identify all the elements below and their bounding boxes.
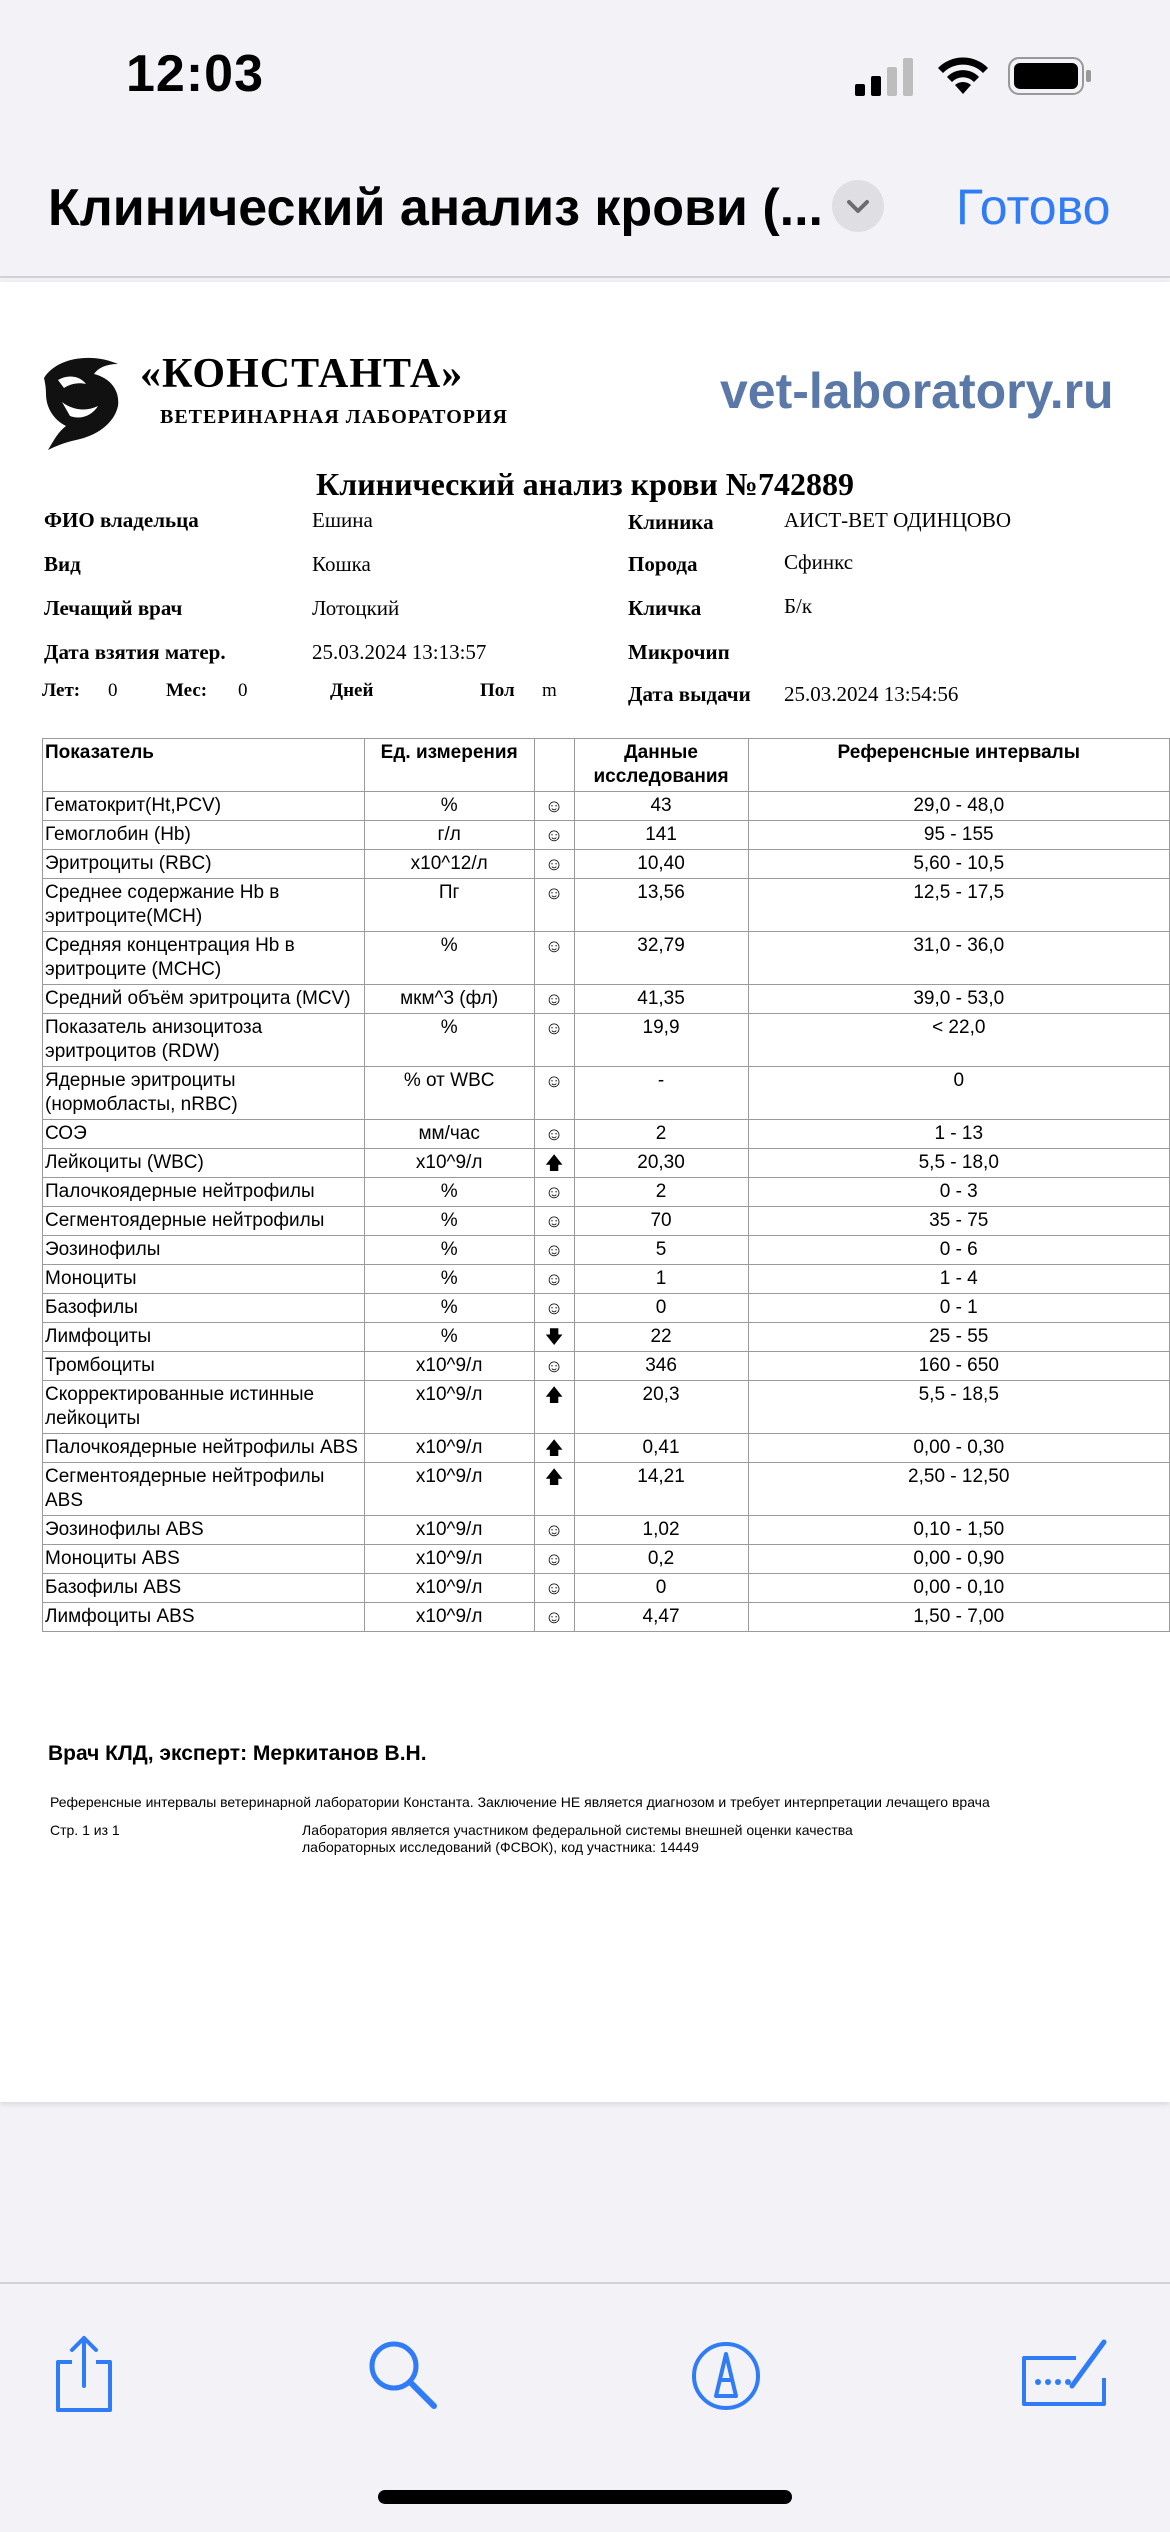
unit-cell: % bbox=[364, 1178, 534, 1207]
reference-cell: 0 - 3 bbox=[748, 1178, 1170, 1207]
smiley-normal-icon: ☺ bbox=[534, 985, 574, 1014]
signature-icon[interactable] bbox=[1016, 2334, 1112, 2414]
parameter-name: Моноциты bbox=[43, 1265, 365, 1294]
value-cell: 0,41 bbox=[574, 1434, 748, 1463]
nav-bar bbox=[0, 150, 1170, 278]
value-cell: 13,56 bbox=[574, 879, 748, 932]
unit-cell: % bbox=[364, 1236, 534, 1265]
species-value: Кошка bbox=[312, 552, 371, 576]
table-row bbox=[43, 1236, 1170, 1265]
parameter-name: Палочкоядерные нейтрофилы bbox=[43, 1178, 365, 1207]
parameter-name: Базофилы bbox=[43, 1294, 365, 1323]
unit-cell: x10^9/л bbox=[364, 1603, 534, 1632]
value-cell: 20,30 bbox=[574, 1149, 748, 1178]
unit-cell: % bbox=[364, 792, 534, 821]
parameter-name: Моноциты ABS bbox=[43, 1545, 365, 1574]
document-title: Клинический анализ крови (... bbox=[48, 179, 823, 237]
unit-cell: x10^9/л bbox=[364, 1574, 534, 1603]
parameter-name: Гематокрит(Ht,PCV) bbox=[43, 792, 365, 821]
smiley-normal-icon: ☺ bbox=[534, 1236, 574, 1265]
table-row bbox=[43, 1352, 1170, 1381]
value-cell: 41,35 bbox=[574, 985, 748, 1014]
unit-cell: x10^12/л bbox=[364, 850, 534, 879]
smiley-normal-icon: ☺ bbox=[534, 1120, 574, 1149]
unit-cell: x10^9/л bbox=[364, 1352, 534, 1381]
parameter-name: Эритроциты (RBC) bbox=[43, 850, 365, 879]
parameter-name: Показатель анизоцитоза эритроцитов (RDW) bbox=[43, 1014, 365, 1067]
arrow-down-icon: 🡇 bbox=[534, 1323, 574, 1352]
parameter-name: Средний объём эритроцита (MCV) bbox=[43, 985, 365, 1014]
unit-cell: x10^9/л bbox=[364, 1545, 534, 1574]
sex-value: m bbox=[542, 680, 557, 701]
parameter-name: Лимфоциты ABS bbox=[43, 1603, 365, 1632]
value-cell: 20,3 bbox=[574, 1381, 748, 1434]
reference-cell: 0 - 1 bbox=[748, 1294, 1170, 1323]
value-cell: 141 bbox=[574, 821, 748, 850]
smiley-normal-icon: ☺ bbox=[534, 1207, 574, 1236]
table-row bbox=[43, 1323, 1170, 1352]
table-row bbox=[43, 792, 1170, 821]
table-row bbox=[43, 1067, 1170, 1120]
table-row bbox=[43, 1265, 1170, 1294]
days-label: Дней bbox=[330, 680, 374, 701]
reference-cell: 0,00 - 0,30 bbox=[748, 1434, 1170, 1463]
reference-cell: 0,00 - 0,10 bbox=[748, 1574, 1170, 1603]
reference-cell: 5,60 - 10,5 bbox=[748, 850, 1170, 879]
smiley-normal-icon: ☺ bbox=[534, 850, 574, 879]
share-icon[interactable] bbox=[44, 2334, 124, 2414]
smiley-normal-icon: ☺ bbox=[534, 1067, 574, 1120]
title-menu-button[interactable] bbox=[832, 180, 884, 232]
smiley-normal-icon: ☺ bbox=[534, 1014, 574, 1067]
reference-cell: 5,5 - 18,5 bbox=[748, 1381, 1170, 1434]
nickname-label: Кличка bbox=[628, 596, 702, 620]
table-row bbox=[43, 985, 1170, 1014]
arrow-up-icon: 🡅 bbox=[534, 1434, 574, 1463]
page-number: Стр. 1 из 1 bbox=[50, 1822, 120, 1838]
header-reference: Референсные интервалы bbox=[748, 739, 1170, 792]
table-row bbox=[43, 1603, 1170, 1632]
unit-cell: x10^9/л bbox=[364, 1516, 534, 1545]
reference-cell: 39,0 - 53,0 bbox=[748, 985, 1170, 1014]
reference-cell: 1 - 13 bbox=[748, 1120, 1170, 1149]
value-cell: 14,21 bbox=[574, 1463, 748, 1516]
battery-icon bbox=[1008, 56, 1092, 96]
smiley-normal-icon: ☺ bbox=[534, 1294, 574, 1323]
arrow-up-icon: 🡅 bbox=[534, 1149, 574, 1178]
reference-cell: 5,5 - 18,0 bbox=[748, 1149, 1170, 1178]
reference-cell: 1,50 - 7,00 bbox=[748, 1603, 1170, 1632]
smiley-normal-icon: ☺ bbox=[534, 792, 574, 821]
unit-cell: % bbox=[364, 1265, 534, 1294]
doctor-label: Лечащий врач bbox=[44, 596, 183, 620]
months-value: 0 bbox=[238, 680, 248, 701]
table-row bbox=[43, 1178, 1170, 1207]
doctor-value: Лотоцкий bbox=[312, 596, 400, 620]
parameter-name: Сегментоядерные нейтрофилы bbox=[43, 1207, 365, 1236]
unit-cell: x10^9/л bbox=[364, 1381, 534, 1434]
chip-label: Микрочип bbox=[628, 640, 730, 664]
arrow-up-icon: 🡅 bbox=[534, 1463, 574, 1516]
value-cell: 22 bbox=[574, 1323, 748, 1352]
reference-cell: 1 - 4 bbox=[748, 1265, 1170, 1294]
parameter-name: Гемоглобин (Hb) bbox=[43, 821, 365, 850]
parameter-name: Ядерные эритроциты (нормобласты, nRBC) bbox=[43, 1067, 365, 1120]
sex-label: Пол bbox=[480, 680, 515, 701]
value-cell: 346 bbox=[574, 1352, 748, 1381]
brand-name: «КОНСТАНТА» bbox=[140, 351, 464, 397]
value-cell: 5 bbox=[574, 1236, 748, 1265]
smiley-normal-icon: ☺ bbox=[534, 1545, 574, 1574]
value-cell: 0 bbox=[574, 1574, 748, 1603]
table-row bbox=[43, 1463, 1170, 1516]
nickname-value: Б/к bbox=[784, 594, 813, 618]
reference-cell: 95 - 155 bbox=[748, 821, 1170, 850]
unit-cell: % bbox=[364, 1323, 534, 1352]
fsvok-text: Лаборатория является участником федеральной системы внешней оценки качества лабораторных исследований (ФСВОК), код участника: 14449 bbox=[302, 1822, 853, 1855]
unit-cell: % bbox=[364, 1294, 534, 1323]
unit-cell: % bbox=[364, 1207, 534, 1236]
breed-label: Порода bbox=[628, 552, 698, 576]
smiley-normal-icon: ☺ bbox=[534, 879, 574, 932]
reference-cell: 0,10 - 1,50 bbox=[748, 1516, 1170, 1545]
reference-cell: 31,0 - 36,0 bbox=[748, 932, 1170, 985]
unit-cell: % от WBC bbox=[364, 1067, 534, 1120]
reference-cell: 25 - 55 bbox=[748, 1323, 1170, 1352]
value-cell: 70 bbox=[574, 1207, 748, 1236]
value-cell: 2 bbox=[574, 1178, 748, 1207]
lab-doctor: Врач КЛД, эксперт: Меркитанов В.Н. bbox=[48, 1742, 427, 1765]
breed-value: Сфинкс bbox=[784, 550, 854, 574]
value-cell: 1,02 bbox=[574, 1516, 748, 1545]
header-flag bbox=[534, 739, 574, 792]
parameter-name: Лейкоциты (WBC) bbox=[43, 1149, 365, 1178]
cellular-signal-icon bbox=[855, 58, 915, 96]
value-cell: 10,40 bbox=[574, 850, 748, 879]
value-cell: 2 bbox=[574, 1120, 748, 1149]
arrow-up-icon: 🡅 bbox=[534, 1381, 574, 1434]
sample-date-label: Дата взятия матер. bbox=[44, 640, 226, 664]
parameter-name: Палочкоядерные нейтрофилы ABS bbox=[43, 1434, 365, 1463]
reference-cell: 35 - 75 bbox=[748, 1207, 1170, 1236]
header-value: Данные исследования bbox=[574, 739, 748, 792]
table-row bbox=[43, 1381, 1170, 1434]
parameter-name: Среднее содержание Hb в эритроците(MCH) bbox=[43, 879, 365, 932]
disclaimer-text: Референсные интервалы ветеринарной лаборатории Константа. Заключение НЕ является диагнозом и требует интерпретации лечащего врача bbox=[50, 1794, 990, 1810]
smiley-normal-icon: ☺ bbox=[534, 821, 574, 850]
smiley-normal-icon: ☺ bbox=[534, 1603, 574, 1632]
reference-cell: 0 - 6 bbox=[748, 1236, 1170, 1265]
smiley-normal-icon: ☺ bbox=[534, 1265, 574, 1294]
table-row bbox=[43, 1014, 1170, 1067]
table-row bbox=[43, 850, 1170, 879]
reference-cell: 0,00 - 0,90 bbox=[748, 1545, 1170, 1574]
markup-icon[interactable] bbox=[686, 2334, 766, 2414]
table-row bbox=[43, 879, 1170, 932]
header-unit: Ед. измерения bbox=[364, 739, 534, 792]
parameter-name: Скорректированные истинные лейкоциты bbox=[43, 1381, 365, 1434]
unit-cell: x10^9/л bbox=[364, 1463, 534, 1516]
smiley-normal-icon: ☺ bbox=[534, 1352, 574, 1381]
table-row bbox=[43, 1207, 1170, 1236]
unit-cell: % bbox=[364, 1014, 534, 1067]
owner-label: ФИО владельца bbox=[44, 508, 199, 532]
unit-cell: мкм^3 (фл) bbox=[364, 985, 534, 1014]
done-button[interactable]: Готово bbox=[956, 179, 1111, 235]
unit-cell: % bbox=[364, 932, 534, 985]
header-parameter: Показатель bbox=[43, 739, 365, 792]
value-cell: 1 bbox=[574, 1265, 748, 1294]
smiley-normal-icon: ☺ bbox=[534, 1574, 574, 1603]
parameter-name: Средняя концентрация Hb в эритроците (MCHC) bbox=[43, 932, 365, 985]
years-label: Лет: bbox=[42, 680, 81, 701]
smiley-normal-icon: ☺ bbox=[534, 1516, 574, 1545]
reference-cell: 160 - 650 bbox=[748, 1352, 1170, 1381]
brand-subtitle: ВЕТЕРИНАРНАЯ ЛАБОРАТОРИЯ bbox=[160, 406, 508, 428]
clinic-value: АИСТ-ВЕТ ОДИНЦОВО bbox=[784, 508, 1012, 532]
table-row bbox=[43, 1545, 1170, 1574]
table-row bbox=[43, 1120, 1170, 1149]
value-cell: 32,79 bbox=[574, 932, 748, 985]
parameter-name: Эозинофилы bbox=[43, 1236, 365, 1265]
parameter-name: Тромбоциты bbox=[43, 1352, 365, 1381]
table-row bbox=[43, 1294, 1170, 1323]
parameter-name: Эозинофилы ABS bbox=[43, 1516, 365, 1545]
sample-date-value: 25.03.2024 13:13:57 bbox=[312, 640, 487, 664]
value-cell: 43 bbox=[574, 792, 748, 821]
reference-cell: 12,5 - 17,5 bbox=[748, 879, 1170, 932]
unit-cell: г/л bbox=[364, 821, 534, 850]
pdf-page bbox=[0, 282, 1170, 2102]
parameter-name: Базофилы ABS bbox=[43, 1574, 365, 1603]
table-row bbox=[43, 1149, 1170, 1178]
value-cell: 4,47 bbox=[574, 1603, 748, 1632]
status-bar bbox=[0, 0, 1170, 150]
table-row bbox=[43, 1434, 1170, 1463]
unit-cell: x10^9/л bbox=[364, 1149, 534, 1178]
unit-cell: x10^9/л bbox=[364, 1434, 534, 1463]
issue-date-label: Дата выдачи bbox=[628, 682, 751, 706]
orca-logo-icon bbox=[36, 350, 126, 450]
species-label: Вид bbox=[44, 552, 81, 576]
reference-cell: 0 bbox=[748, 1067, 1170, 1120]
unit-cell: Пг bbox=[364, 879, 534, 932]
table-row bbox=[43, 821, 1170, 850]
table-row bbox=[43, 1516, 1170, 1545]
value-cell: 19,9 bbox=[574, 1014, 748, 1067]
home-indicator bbox=[378, 2490, 792, 2504]
issue-date-value: 25.03.2024 13:54:56 bbox=[784, 682, 959, 706]
table-row bbox=[43, 1574, 1170, 1603]
years-value: 0 bbox=[108, 680, 118, 701]
value-cell: - bbox=[574, 1067, 748, 1120]
reference-cell: 29,0 - 48,0 bbox=[748, 792, 1170, 821]
unit-cell: мм/час bbox=[364, 1120, 534, 1149]
analysis-title: Клинический анализ крови №742889 bbox=[316, 466, 854, 502]
parameter-name: Лимфоциты bbox=[43, 1323, 365, 1352]
value-cell: 0,2 bbox=[574, 1545, 748, 1574]
smiley-normal-icon: ☺ bbox=[534, 932, 574, 985]
months-label: Мес: bbox=[166, 680, 208, 701]
table-header-row bbox=[43, 739, 1170, 792]
chevron-down-icon bbox=[832, 180, 884, 232]
site-url[interactable]: vet-laboratory.ru bbox=[720, 363, 1114, 419]
clinic-label: Клиника bbox=[628, 510, 714, 534]
parameter-name: Сегментоядерные нейтрофилы ABS bbox=[43, 1463, 365, 1516]
smiley-normal-icon: ☺ bbox=[534, 1178, 574, 1207]
reference-cell: < 22,0 bbox=[748, 1014, 1170, 1067]
value-cell: 0 bbox=[574, 1294, 748, 1323]
results-table bbox=[42, 738, 1170, 1632]
search-icon[interactable] bbox=[362, 2334, 442, 2414]
reference-cell: 2,50 - 12,50 bbox=[748, 1463, 1170, 1516]
table-row bbox=[43, 932, 1170, 985]
status-time: 12:03 bbox=[126, 45, 264, 103]
owner-value: Ешина bbox=[312, 508, 373, 532]
wifi-icon bbox=[935, 56, 991, 96]
parameter-name: СОЭ bbox=[43, 1120, 365, 1149]
